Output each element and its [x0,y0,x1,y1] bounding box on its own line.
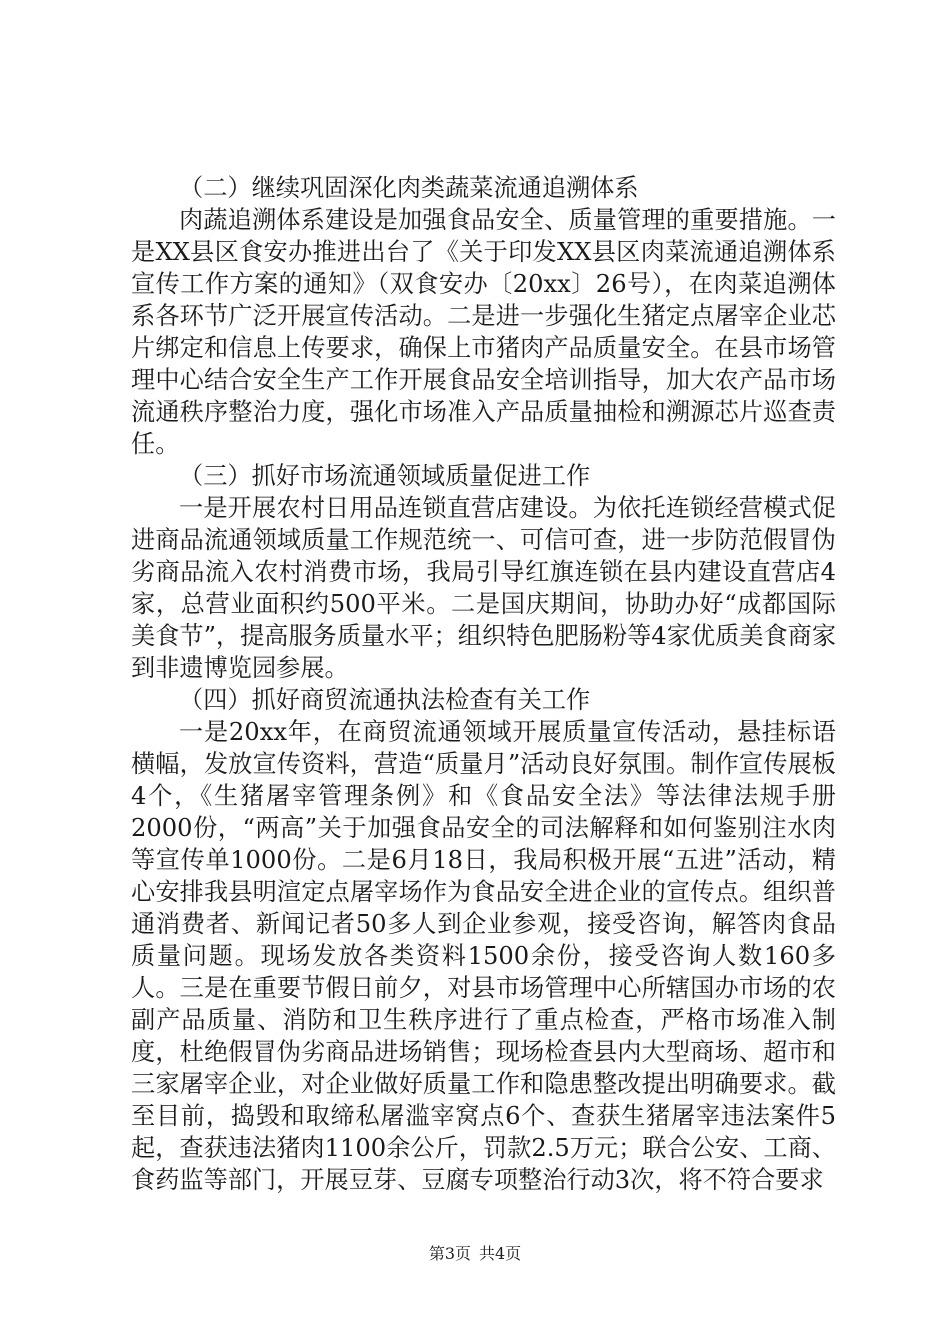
body-text [131,172,836,1196]
paragraph-traceability: 肉蔬追溯体系建设是加强食品安全、质量管理的重要措施。一是XX县区食安办推进出台了《关于印发XX县区肉菜流通追溯体系宣传工作方案的通知》（双食安办〔20xx〕26号），在肉菜追溯体系各环节广泛开展宣传活动。二是进一步强化生猪定点屠宰企业芯片绑定和信息上传要求，确保上市猪肉产品质量安全。在县市场管理中心结合安全生产工作开展食品安全培训指导，加大农产品市场流通秩序整治力度，强化市场准入产品质量抽检和溯源芯片巡查责任。 [131,206,836,458]
paragraph-law-enforcement: 一是20xx年，在商贸流通领域开展质量宣传活动，悬挂标语横幅，发放宣传资料，营造“质量月”活动良好氛围。制作宣传展板4个，《生猪屠宰管理条例》和《食品安全法》等法律法规手册2000份，“两高”关于加强食品安全的司法解释和如何鉴别注水肉等宣传单1000份。二是6月18日，我局积极开展“五进”活动，精心安排我县明渲定点屠宰场作为食品安全进企业的宣传点。组织普通消费者、新闻记者50多人到企业参观，接受咨询，解答肉食品质量问题。现场发放各类资料1500余份，接受咨询人数160多人。三是在重要节假日前夕，对县市场管理中心所辖国办市场的农副产品质量、消防和卫生秩序进行了重点检查，严格市场准入制度，杜绝假冒伪劣商品进场销售；现场检查县内大型商场、超市和三家屠宰企业，对企业做好质量工作和隐患整改提出明确要求。截至目前，捣毁和取缔私屠滥宰窝点6个、查获生猪屠宰违法案件5起，查获违法猪肉1100余公斤，罚款2.5万元；联合公安、工商、食药监等部门，开展豆芽、豆腐专项整治行动3次，将不符合要求 [131,718,836,1194]
page-number: 第3页 [428,1244,471,1263]
section-heading-2: （二）继续巩固深化肉类蔬菜流通追溯体系 [179,174,639,202]
paragraph-quality-promotion: 一是开展农村日用品连锁直营店建设。为依托连锁经营模式促进商品流通领域质量工作规范统一、可信可查，进一步防范假冒伪劣商品流入农村消费市场，我局引导红旗连锁在县内建设直营店4家，总营业面积约500平米。二是国庆期间，协助办好“成都国际美食节”，提高服务质量水平；组织特色肥肠粉等4家优质美食商家到非遗博览园参展。 [131,494,837,682]
section-heading-3: （三）抓好市场流通领域质量促进工作 [179,462,591,490]
page-footer [0,1244,950,1264]
section-heading-4: （四）抓好商贸流通执法检查有关工作 [179,686,591,714]
page-total: 共4页 [479,1244,522,1263]
